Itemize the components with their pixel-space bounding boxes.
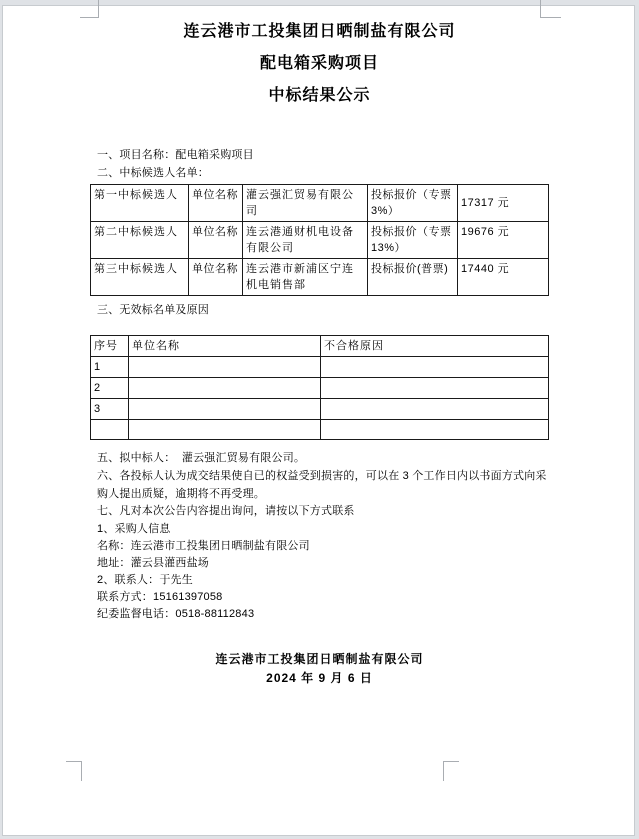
margin-crop-mark-bottom-right [443,761,459,781]
contact-phone: 联系方式：15161397058 [97,591,223,603]
header-reason: 不合格原因 [321,336,549,357]
header-seq: 序号 [91,336,129,357]
seq-cell: 2 [91,378,129,399]
invalid-table-header-row [91,336,549,357]
contact-buyer-address: 地址：灌云县灌西盐场 [97,557,209,569]
invalid-row-1 [91,357,549,378]
document-title-announcement: 中标结果公示 [268,87,371,104]
section-proposed-winner: 五、拟中标人： 灌云强汇贸易有限公司。 [97,452,306,464]
footer-date: 2024 年 9 月 6 日 [266,671,373,685]
margin-crop-mark-top-left [80,0,99,18]
price-cell: 19676 元 [458,222,549,259]
contact-buyer-info-heading: 1、采购人信息 [97,523,171,535]
invalid-bids-table [90,335,549,440]
contact-supervision-phone: 纪委监督电话：0518-88112843 [97,608,255,620]
candidate-rank-cell: 第三中标候选人 [91,259,189,296]
invalid-row-4 [91,420,549,440]
footer-company-signature: 连云港市工投集团日晒制盐有限公司 [215,652,424,666]
section-candidates-heading: 二、中标候选人名单： [97,167,209,179]
price-type-cell: 投标报价(普票) [368,259,458,296]
reason-cell [321,378,549,399]
unit-label-cell: 单位名称 [189,259,243,296]
margin-crop-mark-top-right [540,0,561,18]
unit-label-cell: 单位名称 [189,222,243,259]
company-cell [129,399,321,420]
unit-label-cell: 单位名称 [189,185,243,222]
contact-buyer-name: 名称：连云港市工投集团日晒制盐有限公司 [97,540,310,552]
candidate-rank-cell: 第二中标候选人 [91,222,189,259]
seq-cell: 3 [91,399,129,420]
section-invalid-heading: 三、无效标名单及原因 [97,304,209,316]
company-cell [129,420,321,440]
section-objection-line-2: 购人提出质疑，逾期将不再受理。 [97,488,265,500]
reason-cell [321,357,549,378]
price-type-cell: 投标报价（专票13%） [368,222,458,259]
price-cell: 17317 元 [458,185,549,222]
company-cell [129,357,321,378]
candidate-row-2 [91,222,549,259]
company-name-cell: 连云港市新浦区宁连机电销售部 [243,259,368,296]
reason-cell [321,399,549,420]
company-name-cell: 连云港通财机电设备有限公司 [243,222,368,259]
company-name-cell: 灌云强汇贸易有限公司 [243,185,368,222]
section-project-name: 一、项目名称：配电箱采购项目 [97,149,254,161]
seq-cell: 1 [91,357,129,378]
margin-crop-mark-bottom-left [66,761,82,781]
price-cell: 17440 元 [458,259,549,296]
document-title-company: 连云港市工投集团日晒制盐有限公司 [183,23,456,40]
seq-cell [91,420,129,440]
header-company: 单位名称 [129,336,321,357]
contact-person: 2、联系人：于先生 [97,574,193,586]
candidate-row-1 [91,185,549,222]
section-objection-line-1: 六、各投标人认为成交结果使自已的权益受到损害的，可以在 3 个工作日内以书面方式向采 [97,470,547,482]
company-cell [129,378,321,399]
candidate-rank-cell: 第一中标候选人 [91,185,189,222]
section-inquiry: 七、凡对本次公告内容提出询问，请按以下方式联系 [97,505,355,517]
reason-cell [321,420,549,440]
document-title-project: 配电箱采购项目 [259,55,379,72]
candidates-table [90,184,549,296]
candidate-row-3 [91,259,549,296]
invalid-row-2 [91,378,549,399]
invalid-row-3 [91,399,549,420]
price-type-cell: 投标报价（专票3%） [368,185,458,222]
